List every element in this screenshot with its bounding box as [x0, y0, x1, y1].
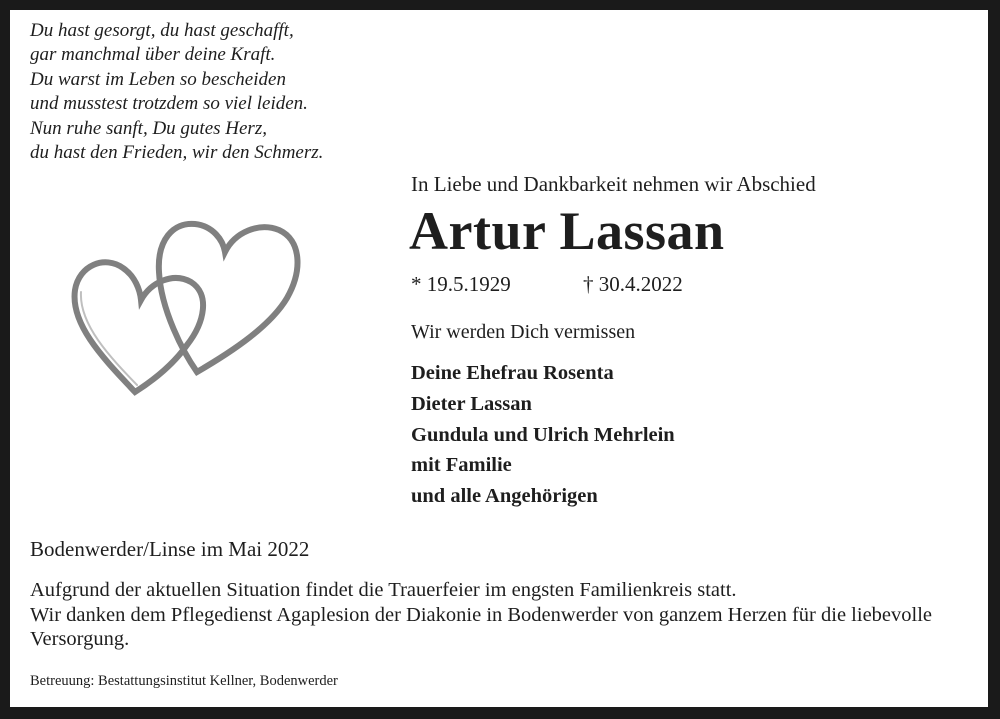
intro-text: In Liebe und Dankbarkeit nehmen wir Abschied	[411, 172, 816, 196]
poem-line: Du warst im Leben so bescheiden	[30, 68, 286, 90]
death-date: † 30.4.2022	[583, 272, 683, 296]
poem-line: du hast den Frieden, wir den Schmerz.	[30, 141, 324, 163]
poem-line: Du hast gesorgt, du hast geschafft,	[30, 20, 294, 41]
poem-line: gar manchmal über deine Kraft.	[30, 44, 276, 66]
notice-line: Wir danken dem Pflegedienst Agaplesion der Diakonie in Bodenwerder von ganzem Herzen für die liebevolle Versorgung.	[30, 603, 933, 650]
family-member: mit Familie	[411, 454, 512, 477]
family-member: Gundula und Ulrich Mehrlein	[411, 423, 675, 446]
poem-line: Nun ruhe sanft, Du gutes Herz,	[30, 117, 267, 139]
miss-text: Wir werden Dich vermissen	[411, 321, 636, 343]
notice-line: Aufgrund der aktuellen Situation findet die Trauerfeier im engsten Familienkreis statt.	[30, 579, 737, 601]
birth-date: * 19.5.1929	[411, 272, 511, 296]
family-member: Deine Ehefrau Rosenta	[411, 362, 614, 384]
family-member: Dieter Lassan	[411, 392, 532, 415]
poem-line: und musstest trotzdem so viel leiden.	[30, 93, 308, 115]
family-member: und alle Angehörigen	[411, 485, 598, 508]
poem	[30, 19, 323, 165]
obituary-card	[10, 10, 988, 707]
place-date: Bodenwerder/Linse im Mai 2022	[30, 537, 310, 561]
funeral-home-credit: Betreuung: Bestattungsinstitut Kellner, Bodenwerder	[30, 673, 338, 689]
left-heart-icon	[75, 262, 204, 392]
two-hearts-icon	[65, 210, 310, 405]
deceased-name: Artur Lassan	[409, 201, 725, 261]
family-list	[411, 358, 675, 512]
notice-text	[30, 578, 980, 652]
